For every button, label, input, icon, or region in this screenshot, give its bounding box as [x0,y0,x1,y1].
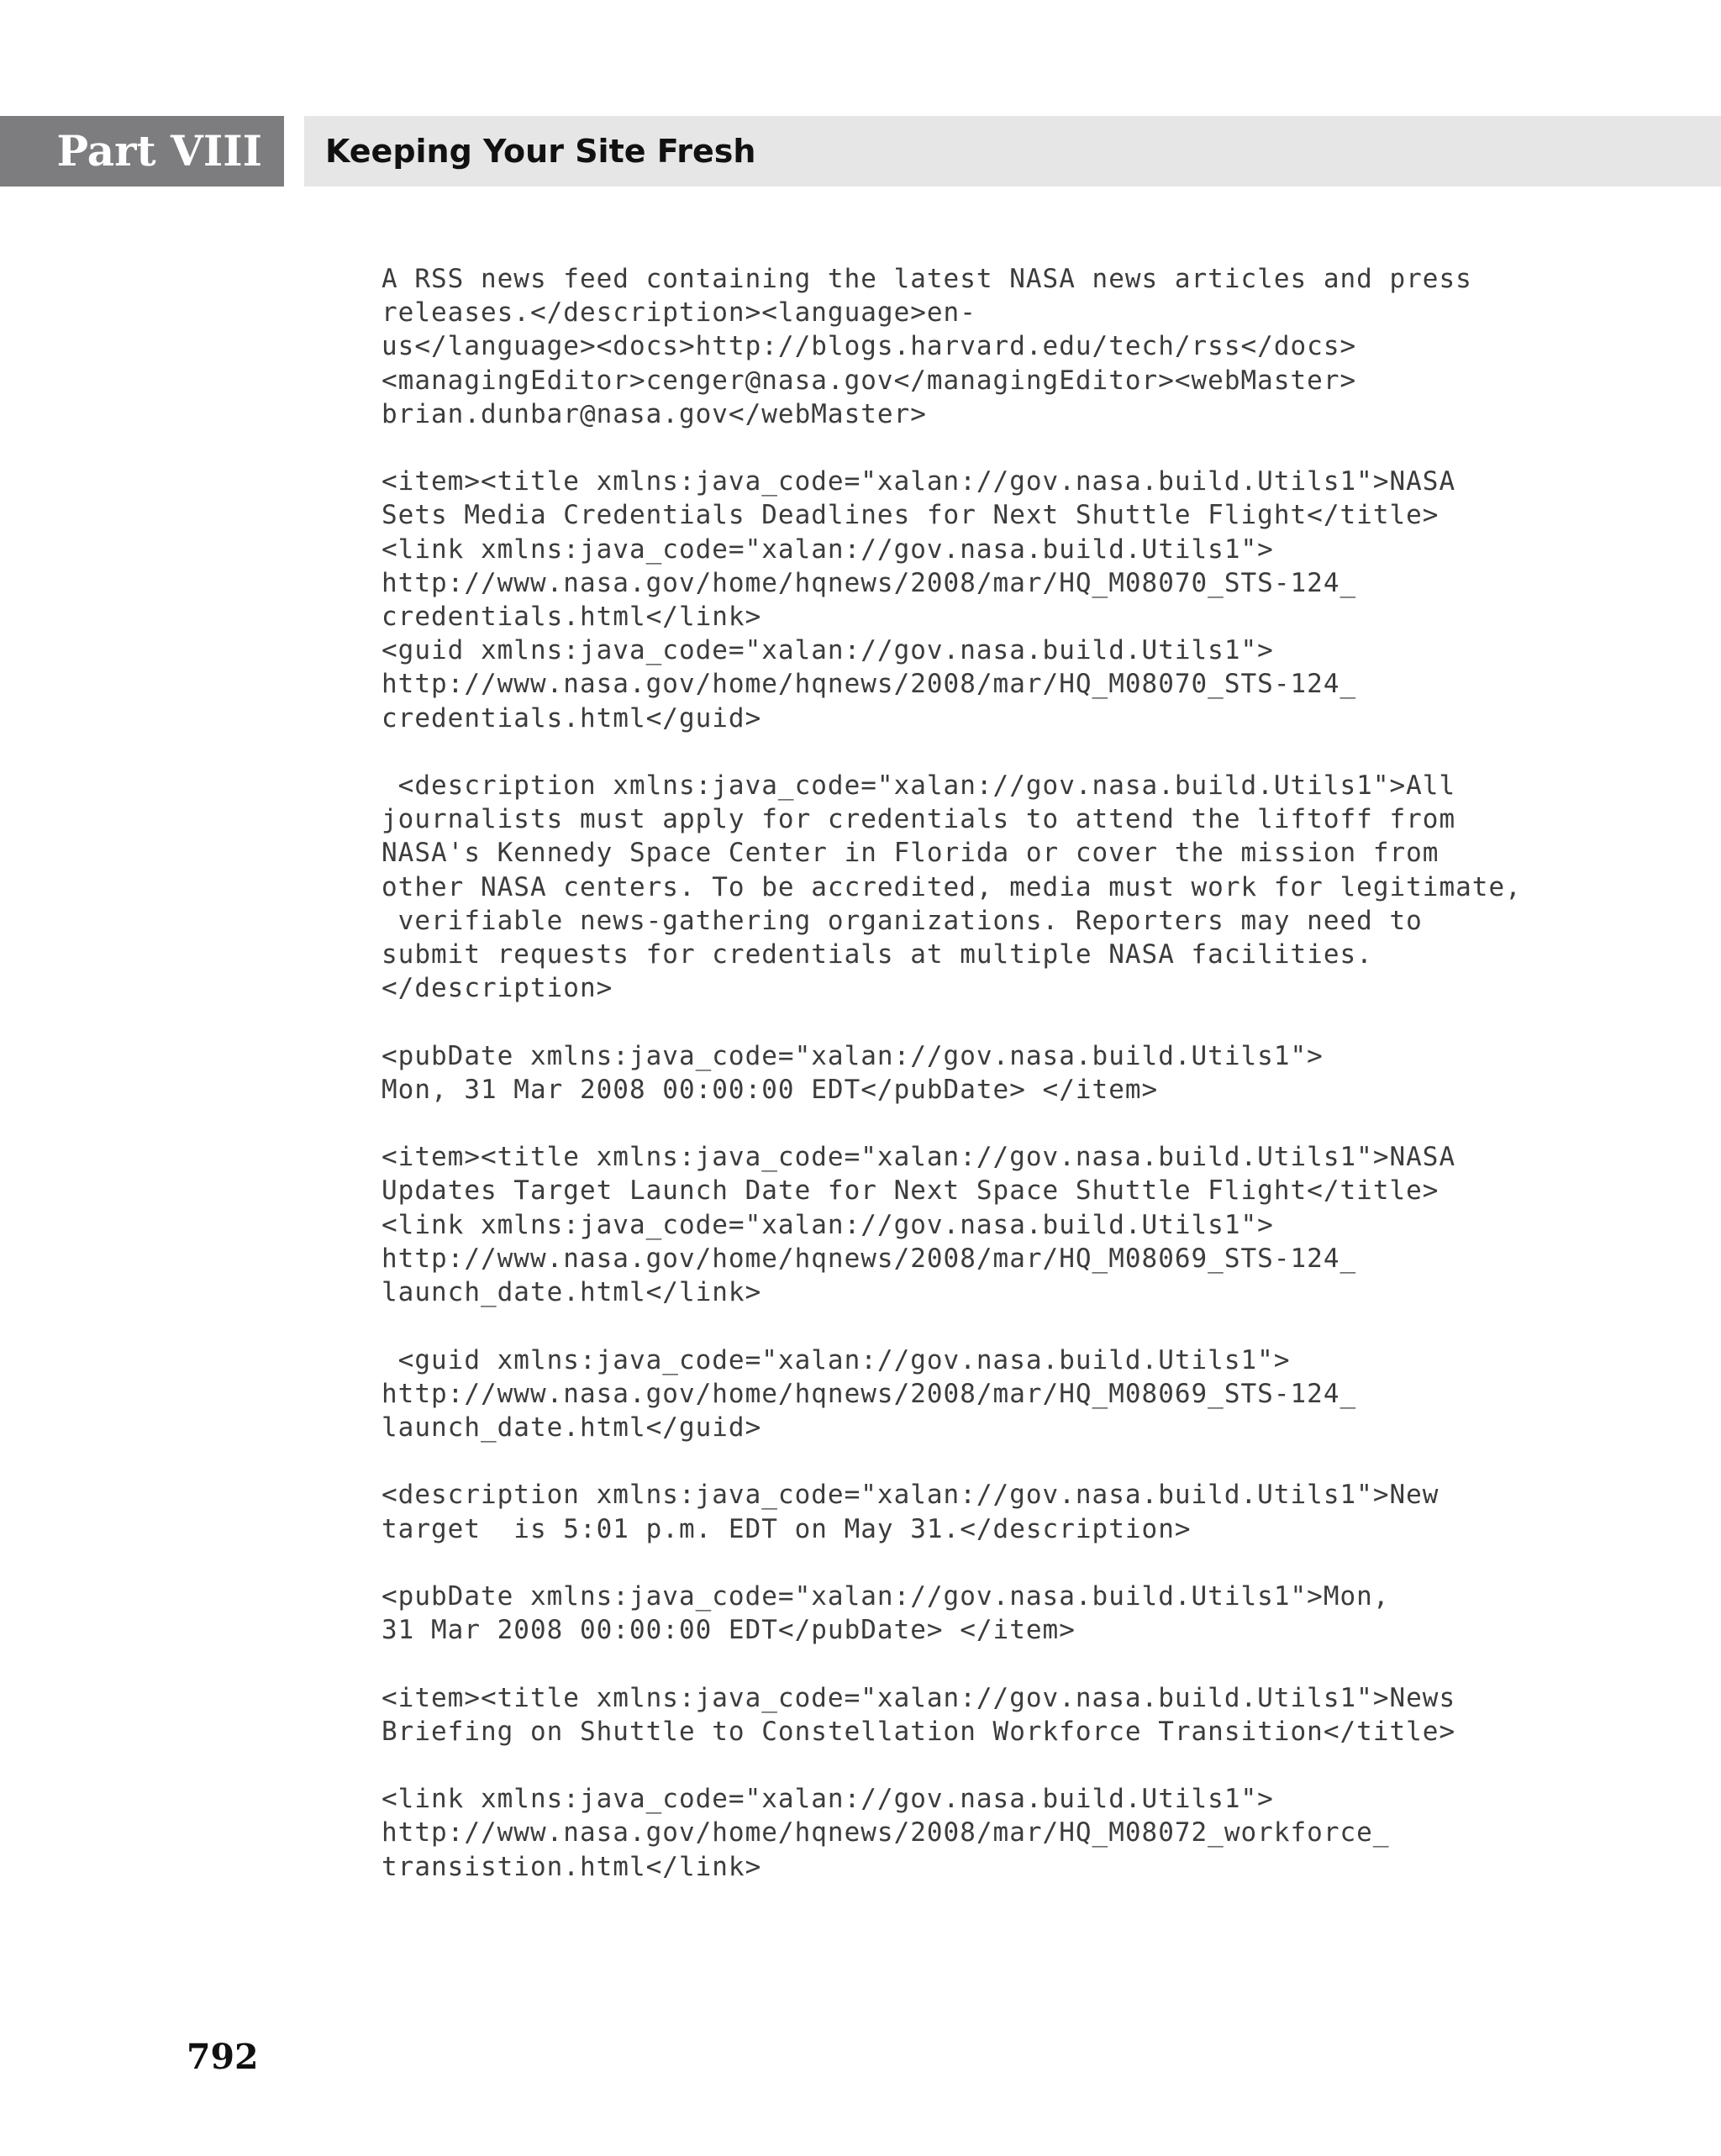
code-listing: A RSS news feed containing the latest NASA news articles and press releases.</description><language>en- us</language><docs>http://blogs.harvard.edu/tech/rss</docs> <managingEditor>cenger@nasa.gov</managingEditor><webMaster> brian.dunbar@nasa.gov</webMaster> <item><title xmlns:java_code="xalan://gov.nasa.build.Utils1">NASA Sets Media Credentials Deadlines for Next Shuttle Flight</title> <link xmlns:java_code="xalan://gov.nasa.build.Utils1"> http://www.nasa.gov/home/hqnews/2008/mar/HQ_M08070_STS-124_ credentials.html</link> <guid xmlns:java_code="xalan://gov.nasa.build.Utils1"> http://www.nasa.gov/home/hqnews/2008/mar/HQ_M08070_STS-124_ credentials.html</guid> <description xmlns:java_code="xalan://gov.nasa.build.Utils1">All journalists must apply for credentials to attend the liftoff from NASA's Kennedy Space Center in Florida or cover the mission from other NASA centers. To be accredited, media must work for legitimate, verifiable news-gathering organizations. Reporters may need to submit requests for credentials at multiple NASA facilities. </description> <pubDate xmlns:java_code="xalan://gov.nasa.build.Utils1"> Mon, 31 Mar 2008 00:00:00 EDT</pubDate> </item> <item><title xmlns:java_code="xalan://gov.nasa.build.Utils1">NASA Updates Target Launch Date for Next Space Shuttle Flight</title> <link xmlns:java_code="xalan://gov.nasa.build.Utils1"> http://www.nasa.gov/home/hqnews/2008/mar/HQ_M08069_STS-124_ launch_date.html</link> <guid xmlns:java_code="xalan://gov.nasa.build.Utils1"> http://www.nasa.gov/home/hqnews/2008/mar/HQ_M08069_STS-124_ launch_date.html</guid> <description xmlns:java_code="xalan://gov.nasa.build.Utils1">New target is 5:01 p.m. EDT on May 31.</description> <pubDate xmlns:java_code="xalan://gov.nasa.build.Utils1">Mon, 31 Mar 2008 00:00:00 EDT</pubDate> </item> <item><title xmlns:java_code="xalan://gov.nasa.build.Utils1">News Briefing on Shuttle to Constellation Workforce Transition</title> <link xmlns:java_code="xalan://gov.nasa.build.Utils1"> http://www.nasa.gov/home/hqnews/2008/mar/HQ_M08072_workforce_ transistion.html</link> [382,264,1522,1882]
running-header [0,116,1721,187]
part-label: Part VIII [0,116,284,187]
chapter-title: Keeping Your Site Fresh [304,116,1721,187]
page-number: 792 [187,2037,259,2077]
